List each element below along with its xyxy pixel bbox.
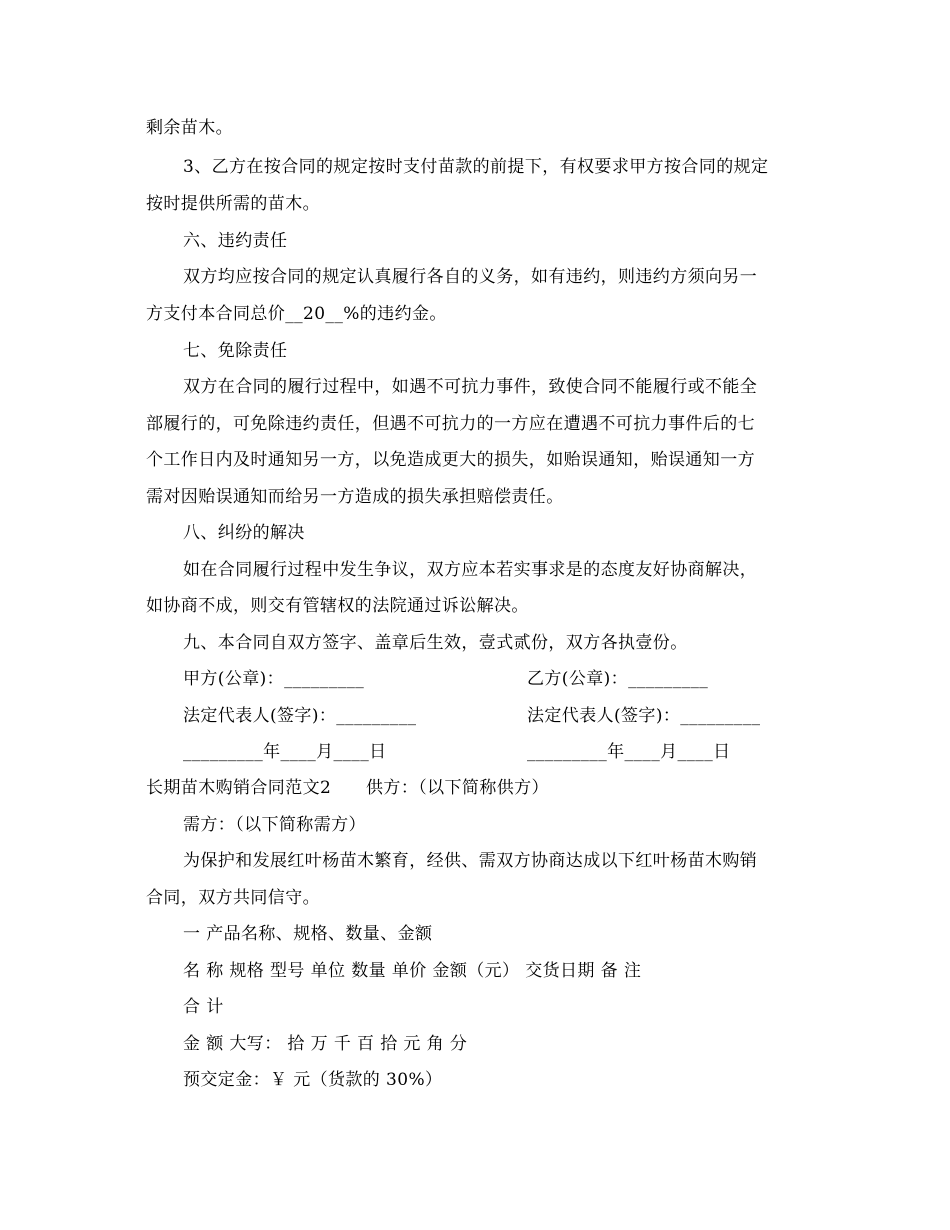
paragraph-line: 按时提供所需的苗木。 — [146, 194, 320, 214]
paragraph-line: 双方在合同的履行过程中，如遇不可抗力事件，致使合同不能履行或不能全 — [183, 377, 758, 397]
table-header-line: 名 称 规格 型号 单位 数量 单价 金额（元） 交货日期 备 注 — [183, 961, 642, 981]
section-heading: 六、违约责任 — [183, 231, 288, 251]
paragraph-line: 双方均应按合同的规定认真履行各自的义务，如有违约，则违约方须向另一 — [183, 267, 758, 287]
total-line: 合 计 — [183, 997, 224, 1017]
party-b-seal: 乙方(公章)：_________ — [527, 669, 709, 689]
section-heading: 八、纠纷的解决 — [183, 523, 305, 543]
paragraph-line: 九、本合同自双方签字、盖章后生效，壹式贰份，双方各执壹份。 — [183, 633, 688, 653]
document-title-2: 长期苗木购销合同范文2 供方：（以下简称供方） — [146, 778, 549, 798]
section-heading: 一 产品名称、规格、数量、金额 — [183, 924, 433, 944]
section-heading: 七、免除责任 — [183, 341, 288, 361]
party-a-representative: 法定代表人(签字)：_________ — [183, 706, 417, 726]
paragraph-line: 需方：（以下简称需方） — [183, 815, 366, 835]
deposit-line: 预交定金：￥ 元（货款的 30%） — [183, 1070, 443, 1090]
party-a-seal: 甲方(公章)：_________ — [183, 669, 365, 689]
paragraph-line: 需对因贻误通知而给另一方造成的损失承担赔偿责任。 — [146, 487, 564, 507]
paragraph-line: 如协商不成，则交有管辖权的法院通过诉讼解决。 — [146, 596, 529, 616]
paragraph-line: 方支付本合同总价__20__%的违约金。 — [146, 304, 447, 324]
party-b-representative: 法定代表人(签字)：_________ — [527, 706, 761, 726]
amount-in-words-line: 金 额 大写： 拾 万 千 百 拾 元 角 分 — [183, 1034, 468, 1054]
party-b-date: _________年____月____日 — [527, 742, 731, 762]
paragraph-line: 为保护和发展红叶杨苗木繁育，经供、需双方协商达成以下红叶杨苗木购销 — [183, 851, 758, 871]
paragraph-line: 合同，双方共同信守。 — [146, 888, 320, 908]
party-a-date: _________年____月____日 — [183, 742, 387, 762]
paragraph-line: 剩余苗木。 — [146, 118, 233, 138]
paragraph-line: 部履行的，可免除违约责任，但遇不可抗力的一方应在遭遇不可抗力事件后的七 — [146, 414, 755, 434]
paragraph-line: 如在合同履行过程中发生争议，双方应本若实事求是的态度友好协商解决， — [183, 560, 758, 580]
paragraph-line: 3、乙方在按合同的规定按时支付苗款的前提下，有权要求甲方按合同的规定 — [183, 157, 769, 177]
paragraph-line: 个工作日内及时通知另一方，以免造成更大的损失，如贻误通知，贻误通知一方 — [146, 450, 755, 470]
